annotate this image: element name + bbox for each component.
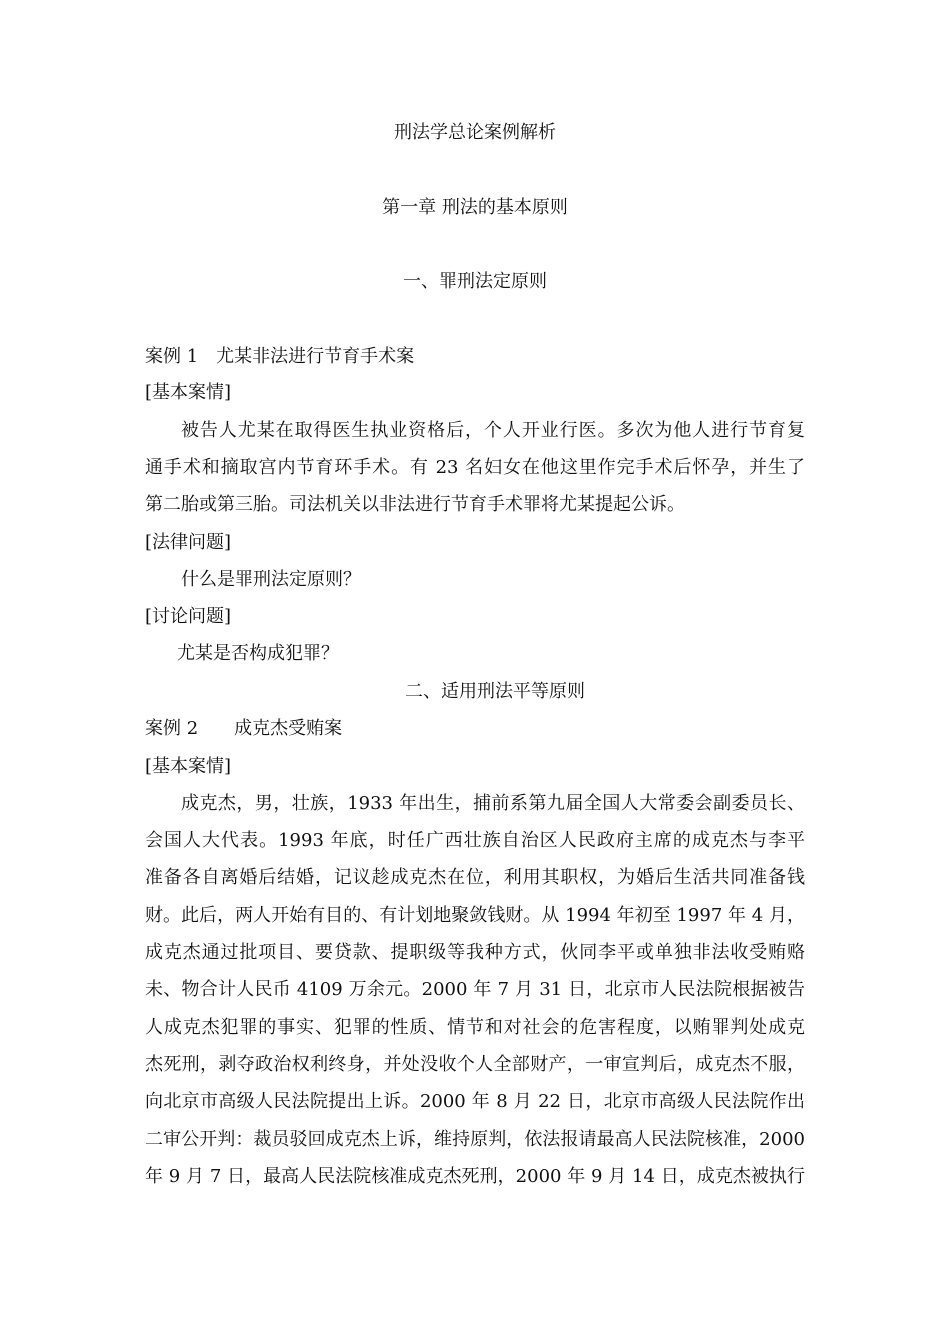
section-heading-1: 一、罪刑法定原则 [403, 271, 547, 292]
case-title-1: 案例 1 尤某非法进行节育手术案 [145, 346, 415, 367]
chapter-heading: 第一章 刑法的基本原则 [382, 197, 568, 218]
paragraph-line: 财。此后，两人开始有目的、有计划地聚敛钱财。从 1994 年初至 1997 年 4 月， [145, 905, 805, 926]
paragraph-line: 成克杰通过批项目、要贷款、提职级等我种方式，伙同李平或单独非法收受贿赂 [145, 942, 805, 963]
document-title: 刑法学总论案例解析 [394, 122, 556, 143]
paragraph-line: 二审公开判：裁员驳回成克杰上诉，维持原判，依法报请最高人民法院核准，2000 [145, 1129, 805, 1150]
paragraph-line: 准备各自离婚后结婚，记议趁成克杰在位，利用其职权，为婚后生活共同准备钱 [145, 867, 805, 888]
paragraph-line: 被告人尤某在取得医生执业资格后，个人开业行医。多次为他人进行节育复 [181, 420, 805, 441]
case-title-2: 案例 2 成克杰受贿案 [145, 718, 343, 739]
legal-question: 什么是罪刑法定原则？ [181, 569, 361, 590]
paragraph-line: 杰死刑，剥夺政治权利终身，并处没收个人全部财产，一审宣判后，成克杰不服， [145, 1054, 805, 1075]
label-legal-1: [法律问题] [145, 532, 232, 553]
paragraph-line: 向北京市高级人民法院提出上诉。2000 年 8 月 22 日，北京市高级人民法院作出 [145, 1091, 805, 1112]
paragraph-line: 人成克杰犯罪的事实、犯罪的性质、情节和对社会的危害程度，以贿罪判处成克 [145, 1017, 805, 1038]
paragraph-line: 成克杰，男，壮族，1933 年出生，捕前系第九届全国人大常委会副委员长、 [181, 793, 805, 814]
label-discussion-1: [讨论问题] [145, 606, 232, 627]
discussion-question: 尤某是否构成犯罪？ [177, 643, 339, 664]
paragraph-line: 未、物合计人民币 4109 万余元。2000 年 7 月 31 日，北京市人民法院根据被告 [145, 979, 805, 1000]
label-facts-1: [基本案情] [145, 382, 232, 403]
section-heading-2: 二、适用刑法平等原则 [405, 681, 585, 702]
paragraph-line: 通手术和摘取宫内节育环手术。有 23 名妇女在他这里作完手术后怀孕，并生了 [145, 457, 805, 478]
paragraph-line: 会国人大代表。1993 年底，时任广西壮族自治区人民政府主席的成克杰与李平 [145, 830, 805, 851]
paragraph-line: 第二胎或第三胎。司法机关以非法进行节育手术罪将尤某提起公诉。 [145, 494, 685, 515]
label-facts-2: [基本案情] [145, 756, 232, 777]
paragraph-line: 年 9 月 7 日，最高人民法院核准成克杰死刑，2000 年 9 月 14 日，成克杰被执行 [145, 1166, 805, 1187]
